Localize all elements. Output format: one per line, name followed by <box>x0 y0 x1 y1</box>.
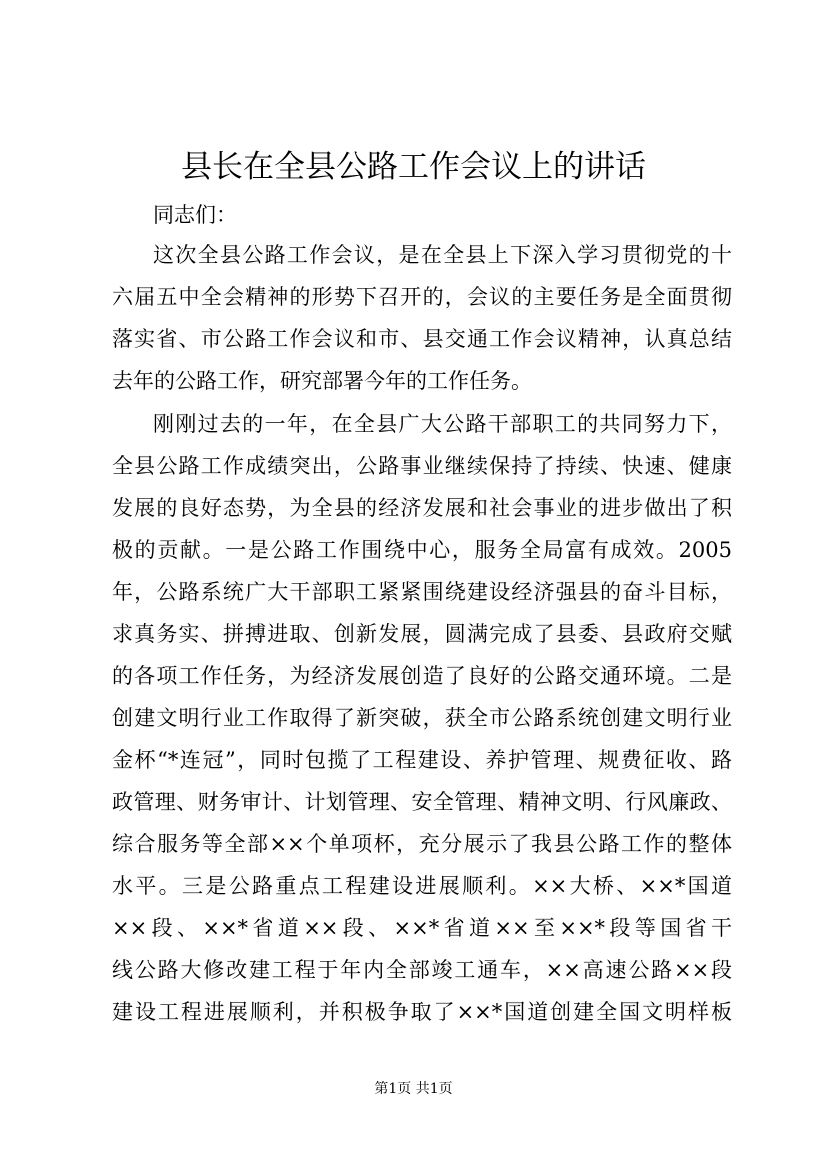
body-line: 金杯“*连冠”，同时包揽了工程建设、养护管理、规费征收、路 <box>112 748 732 772</box>
salutation: 同志们： <box>153 203 237 227</box>
body-line: 去年的公路工作，研究部署今年的工作任务。 <box>112 369 532 393</box>
body-line: 六届五中全会精神的形势下召开的，会议的主要任务是全面贯彻 <box>112 285 732 309</box>
body-line: 创建文明行业工作取得了新突破，获全市公路系统创建文明行业 <box>112 706 732 730</box>
body-line: 刚刚过去的一年，在全县广大公路干部职工的共同努力下， <box>153 412 732 436</box>
document-title: 县长在全县公路工作会议上的讲话 <box>181 149 646 185</box>
body-line: 极的贡献。一是公路工作围绕中心，服务全局富有成效。2005 <box>112 538 732 562</box>
body-line: 全县公路工作成绩突出，公路事业继续保持了持续、快速、健康 <box>112 454 732 478</box>
body-line: 建设工程进展顺利，并积极争取了××*国道创建全国文明样板 <box>112 1000 732 1024</box>
body-line: 综合服务等全部××个单项杯，充分展示了我县公路工作的整体 <box>112 832 732 856</box>
body-line: 这次全县公路工作会议，是在全县上下深入学习贯彻党的十 <box>153 243 732 267</box>
body-line: 发展的良好态势，为全县的经济发展和社会事业的进步做出了积 <box>112 496 732 520</box>
body-line: 年，公路系统广大干部职工紧紧围绕建设经济强县的奋斗目标， <box>112 580 732 604</box>
body-line: 线公路大修改建工程于年内全部竣工通车，××高速公路××段 <box>112 958 732 982</box>
body-line: 的各项工作任务，为经济发展创造了良好的公路交通环境。二是 <box>112 664 732 688</box>
page-footer: 第1页 共1页 <box>374 1081 453 1097</box>
body-line: 水平。三是公路重点工程建设进展顺利。××大桥、××*国道 <box>112 874 732 898</box>
body-line: 落实省、市公路工作会议和市、县交通工作会议精神，认真总结 <box>112 327 732 351</box>
body-line: 求真务实、拼搏进取、创新发展，圆满完成了县委、县政府交赋 <box>112 622 732 646</box>
body-line: 政管理、财务审计、计划管理、安全管理、精神文明、行风廉政、 <box>112 790 732 814</box>
body-line: ××段、××*省道××段、××*省道××至××*段等国省干 <box>112 916 732 940</box>
